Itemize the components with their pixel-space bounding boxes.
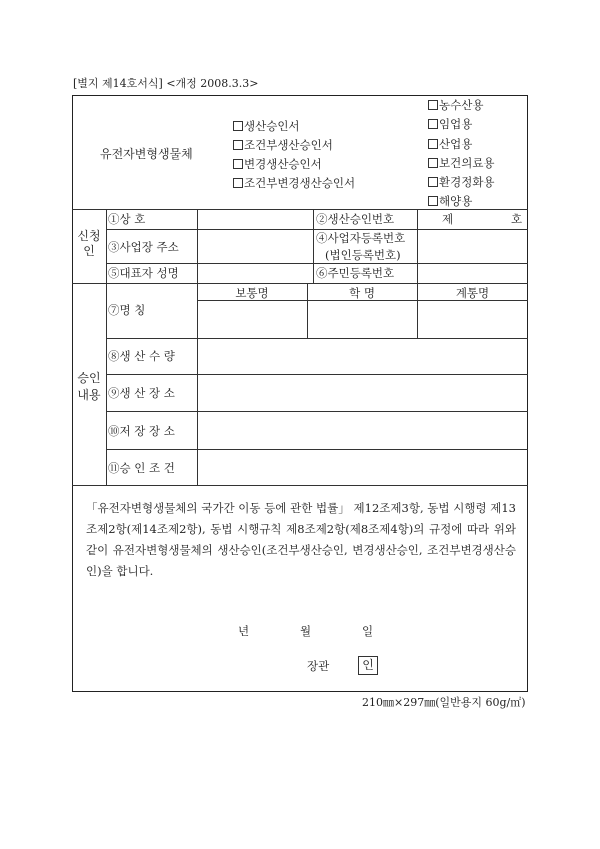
divider-approval xyxy=(72,485,528,486)
applicant-section-label: 신청인 xyxy=(77,229,101,258)
place-field[interactable] xyxy=(198,375,527,410)
approval-section-label: 승인내용 xyxy=(77,371,101,402)
divider-mid-col xyxy=(313,209,314,283)
divider-section-col xyxy=(106,209,107,485)
purpose-5[interactable] xyxy=(428,194,472,208)
trade-name-field[interactable] xyxy=(198,210,312,228)
quantity-field[interactable] xyxy=(198,339,527,373)
quantity-label: ⑧생 산 수 량 xyxy=(108,349,175,363)
purpose-2[interactable] xyxy=(428,137,472,151)
checkbox-icon xyxy=(233,140,243,150)
official-title: 장관 xyxy=(307,659,330,673)
form-title: 유전자변형생물체 xyxy=(100,147,193,161)
seal-box: 인 xyxy=(358,656,378,675)
purpose-label: 보건의료용 xyxy=(439,156,495,170)
ho-label: 호 xyxy=(511,212,523,226)
approval-type-label: 조건부변경생산승인서 xyxy=(244,176,356,190)
resident-reg-field[interactable] xyxy=(418,264,527,282)
corp-reg-label: (법인등록번호) xyxy=(325,248,401,262)
approval-no-label: ②생산승인번호 xyxy=(316,212,395,226)
approval-type-1[interactable] xyxy=(233,138,333,152)
place-label: ⑨생 산 장 소 xyxy=(108,386,175,400)
conditions-field[interactable] xyxy=(198,450,527,484)
approval-type-label: 조건부생산승인서 xyxy=(244,138,333,152)
representative-field[interactable] xyxy=(198,264,312,282)
checkbox-icon xyxy=(428,177,438,187)
workplace-field[interactable] xyxy=(198,230,312,262)
je-label: 제 xyxy=(442,212,454,226)
date-day: 일 xyxy=(362,624,374,638)
lineage-name-field[interactable] xyxy=(418,301,527,337)
approval-type-2[interactable] xyxy=(233,157,322,171)
name-col-lineage: 계통명 xyxy=(455,286,490,300)
checkbox-icon xyxy=(428,119,438,129)
checkbox-icon xyxy=(428,158,438,168)
purpose-label: 농수산용 xyxy=(439,98,484,112)
approval-type-label: 생산승인서 xyxy=(244,119,300,133)
business-reg-field[interactable] xyxy=(418,230,527,262)
purpose-label: 환경정화용 xyxy=(439,175,495,189)
workplace-label: ③사업장 주소 xyxy=(108,240,179,254)
scientific-name-field[interactable] xyxy=(308,301,416,337)
purpose-0[interactable] xyxy=(428,98,483,112)
name-col-common: 보통명 xyxy=(235,286,269,300)
common-name-field[interactable] xyxy=(198,301,306,337)
legal-statement: 「유전자변형생물체의 국가간 이동 등에 관한 법률」 제12조제3항, 동법 시행령 제13조제2항(제14조제2항), 동법 시행규칙 제8조제2항(제8조제4항)의 규정에 따라 위와 같이 유전자변형생물체의 생산승인(조건부생산승인, 변경생산승인, 조건부변경생산승인)을 합니다. xyxy=(86,501,516,578)
purpose-3[interactable] xyxy=(428,156,495,170)
purpose-1[interactable] xyxy=(428,117,472,131)
conditions-label: ⑪승 인 조 건 xyxy=(108,461,175,475)
checkbox-icon xyxy=(233,159,243,169)
checkbox-icon xyxy=(428,100,438,110)
purpose-label: 임업용 xyxy=(439,117,473,131)
business-reg-label: ④사업자등록번호 xyxy=(316,231,406,245)
approval-type-0[interactable] xyxy=(233,119,300,133)
checkbox-icon xyxy=(233,121,243,131)
purpose-label: 산업용 xyxy=(439,137,473,151)
approval-type-label: 변경생산승인서 xyxy=(244,157,322,171)
trade-name-label: ①상 호 xyxy=(108,212,146,226)
storage-field[interactable] xyxy=(198,412,527,448)
checkbox-icon xyxy=(428,196,438,206)
checkbox-icon xyxy=(428,139,438,149)
representative-label: ⑤대표자 성명 xyxy=(108,266,179,280)
divider-applicant xyxy=(72,283,528,284)
purpose-4[interactable] xyxy=(428,175,495,189)
purpose-label: 해양용 xyxy=(439,194,473,208)
resident-reg-label: ⑥주민등록번호 xyxy=(316,266,395,280)
paper-size-note: 210㎜×297㎜(일반용지 60g/㎡) xyxy=(362,696,526,709)
organism-name-label: ⑦명 칭 xyxy=(108,303,146,317)
checkbox-icon xyxy=(233,178,243,188)
form-header: [별지 제14호서식] <개정 2008.3.3> xyxy=(73,77,259,90)
date-month: 월 xyxy=(300,624,312,638)
name-col-scientific: 학 명 xyxy=(349,286,375,300)
date-year: 년 xyxy=(238,624,250,638)
approval-type-3[interactable] xyxy=(233,176,355,190)
storage-label: ⑩저 장 장 소 xyxy=(108,424,175,438)
